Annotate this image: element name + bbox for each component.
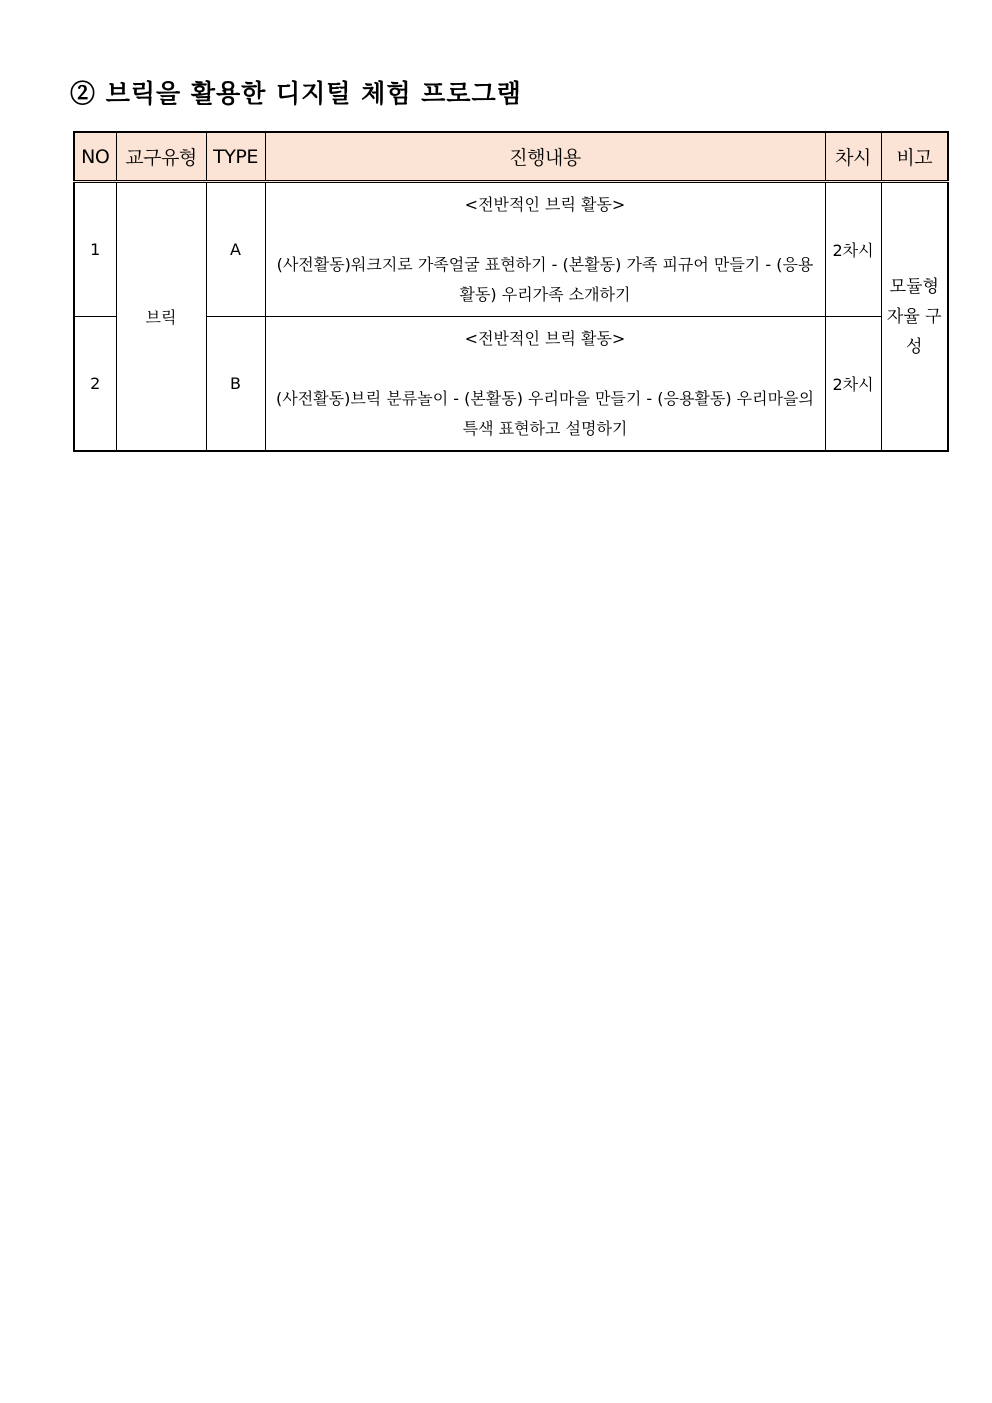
row-number: 2 (74, 317, 116, 452)
row-subtitle: <전반적인 브릭 활동> (464, 328, 626, 348)
row-type: B (206, 317, 265, 452)
section-heading: ② 브릭을 활용한 디지털 체험 프로그램 (70, 79, 522, 108)
header-no: NO (74, 132, 116, 182)
row-content (265, 182, 825, 317)
table-row (74, 182, 948, 317)
header-sessions: 차시 (825, 132, 881, 182)
header-tool-type: 교구유형 (116, 132, 206, 182)
row-number: 1 (74, 182, 116, 317)
note-line: 모듈형 (889, 276, 939, 297)
row-description: (사전활동)워크지로 가족얼굴 표현하기 - (본활동) 가족 피규어 만들기 - (응용활동) 우리가족 소개하기 (276, 254, 814, 304)
row-sessions: 2차시 (825, 182, 881, 317)
row-description: (사전활동)브릭 분류놀이 - (본활동) 우리마을 만들기 - (응용활동) 우리마을의 특색 표현하고 설명하기 (276, 388, 814, 438)
note-line: 구성 (906, 306, 942, 357)
note-line: 자율 (886, 306, 920, 327)
row-content (265, 317, 825, 452)
header-note: 비고 (881, 132, 948, 182)
row-type: A (206, 182, 265, 317)
table-row (74, 317, 948, 452)
header-type: TYPE (206, 132, 265, 182)
tool-type-cell: 브릭 (116, 182, 206, 452)
header-content: 진행내용 (265, 132, 825, 182)
header-row (74, 132, 948, 182)
note-cell (881, 182, 948, 452)
row-sessions: 2차시 (825, 317, 881, 452)
row-subtitle: <전반적인 브릭 활동> (464, 194, 626, 214)
program-table (73, 131, 949, 452)
